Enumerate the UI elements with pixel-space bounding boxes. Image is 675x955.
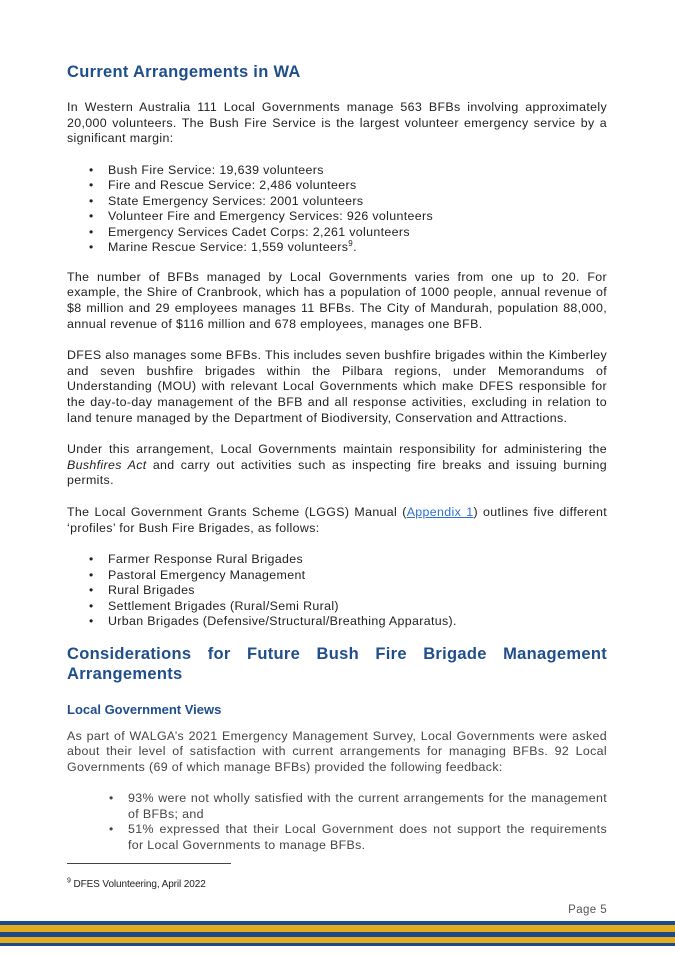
section-heading-considerations-line2: Arrangements bbox=[67, 664, 183, 683]
list-item: • Fire and Rescue Service: 2,486 volunteers bbox=[108, 178, 607, 194]
list-item: • 51% expressed that their Local Government does not support the requirements for Local Governments to manage BFBs. bbox=[128, 822, 607, 853]
subheading-local-government-views: Local Government Views bbox=[67, 701, 222, 717]
footnote-number: 9 bbox=[67, 877, 71, 885]
appendix-1-link[interactable]: Appendix 1 bbox=[406, 504, 474, 519]
lggs-paragraph bbox=[67, 505, 607, 536]
list-item: • Rural Brigades bbox=[108, 583, 607, 599]
list-item: • Volunteer Fire and Emergency Services: 926 volunteers bbox=[108, 209, 607, 225]
volunteer-services-list bbox=[67, 163, 607, 256]
footer-stripe-gold-top bbox=[0, 925, 675, 932]
footer-stripe-blue-bottom bbox=[0, 943, 675, 946]
brigade-numbers-paragraph: The number of BFBs managed by Local Governments varies from one up to 20. For example, the Shire of Cranbrook, which has a population of 1000 people, annual revenue of $8 million and 29 employees manages 11 BFBs. The City of Mandurah, population 88,000, annual revenue of $116 million and 678 employees, manages one BFB. bbox=[67, 269, 607, 331]
bushfires-act-title: Bushfires Act bbox=[67, 457, 147, 472]
list-item: • Farmer Response Rural Brigades bbox=[108, 552, 607, 568]
survey-paragraph: As part of WALGA’s 2021 Emergency Management Survey, Local Governments were asked about their level of satisfaction with current arrangements for managing BFBs. 92 Local Governments (69 of which manage BFBs) provided the following feedback: bbox=[67, 728, 607, 774]
list-item: • 93% were not wholly satisfied with the current arrangements for the management of BFBs; and bbox=[128, 791, 607, 822]
list-item-text: Marine Rescue Service: 1,559 volunteers bbox=[108, 240, 349, 255]
list-item: • Bush Fire Service: 19,639 volunteers bbox=[108, 163, 607, 179]
lggs-text-before: The Local Government Grants Scheme (LGGS) Manual ( bbox=[67, 504, 407, 519]
list-item: • Emergency Services Cadet Corps: 2,261 volunteers bbox=[108, 225, 607, 241]
list-item: • Marine Rescue Service: 1,559 volunteers$^9$. bbox=[108, 240, 607, 256]
intro-paragraph: In Western Australia 111 Local Governments manage 563 BFBs involving approximately 20,000 volunteers. The Bush Fire Service is the largest volunteer emergency service by a significant margin: bbox=[67, 100, 607, 146]
footnote-divider bbox=[67, 863, 231, 864]
footnote-text: DFES Volunteering, April 2022 bbox=[70, 879, 206, 890]
dfes-paragraph: DFES also manages some BFBs. This includes seven bushfire brigades within the Kimberley and seven bushfire brigades within the Pilbara regions, under Memorandums of Understanding (MOU) with relevant Local Governments which make DFES responsible for the day-to-day management of the BFB and all response activities, excluding in relation to land tenure managed by the Department of Biodiversity, Conservation and Attractions. bbox=[67, 348, 607, 425]
list-item: • Urban Brigades (Defensive/Structural/Breathing Apparatus). bbox=[108, 614, 607, 630]
footnote-reference[interactable]: 9 bbox=[348, 239, 354, 249]
section-heading-considerations: Considerations for Future Bush Fire Brigade Management bbox=[67, 644, 607, 663]
section-heading-current-arrangements: Current Arrangements in WA bbox=[67, 63, 301, 81]
page-content bbox=[67, 62, 607, 867]
lggs-text-after: ) outlines five different ‘profiles’ for Bush Fire Brigades, as follows: bbox=[67, 504, 607, 535]
feedback-list bbox=[67, 791, 607, 853]
list-item: • Pastoral Emergency Management bbox=[108, 568, 607, 584]
arrangement-text-before: Under this arrangement, Local Governments maintain responsibility for administering the bbox=[67, 442, 607, 457]
list-item: • Settlement Brigades (Rural/Semi Rural) bbox=[108, 599, 607, 615]
footnote bbox=[67, 879, 206, 890]
arrangement-text-after: and carry out activities such as inspecting fire breaks and issuing burning permits. bbox=[67, 457, 608, 488]
arrangement-paragraph bbox=[67, 442, 607, 489]
page-number: Page 5 bbox=[568, 904, 607, 916]
list-item: • State Emergency Services: 2001 volunteers bbox=[108, 194, 607, 210]
brigade-profiles-list bbox=[67, 552, 607, 630]
